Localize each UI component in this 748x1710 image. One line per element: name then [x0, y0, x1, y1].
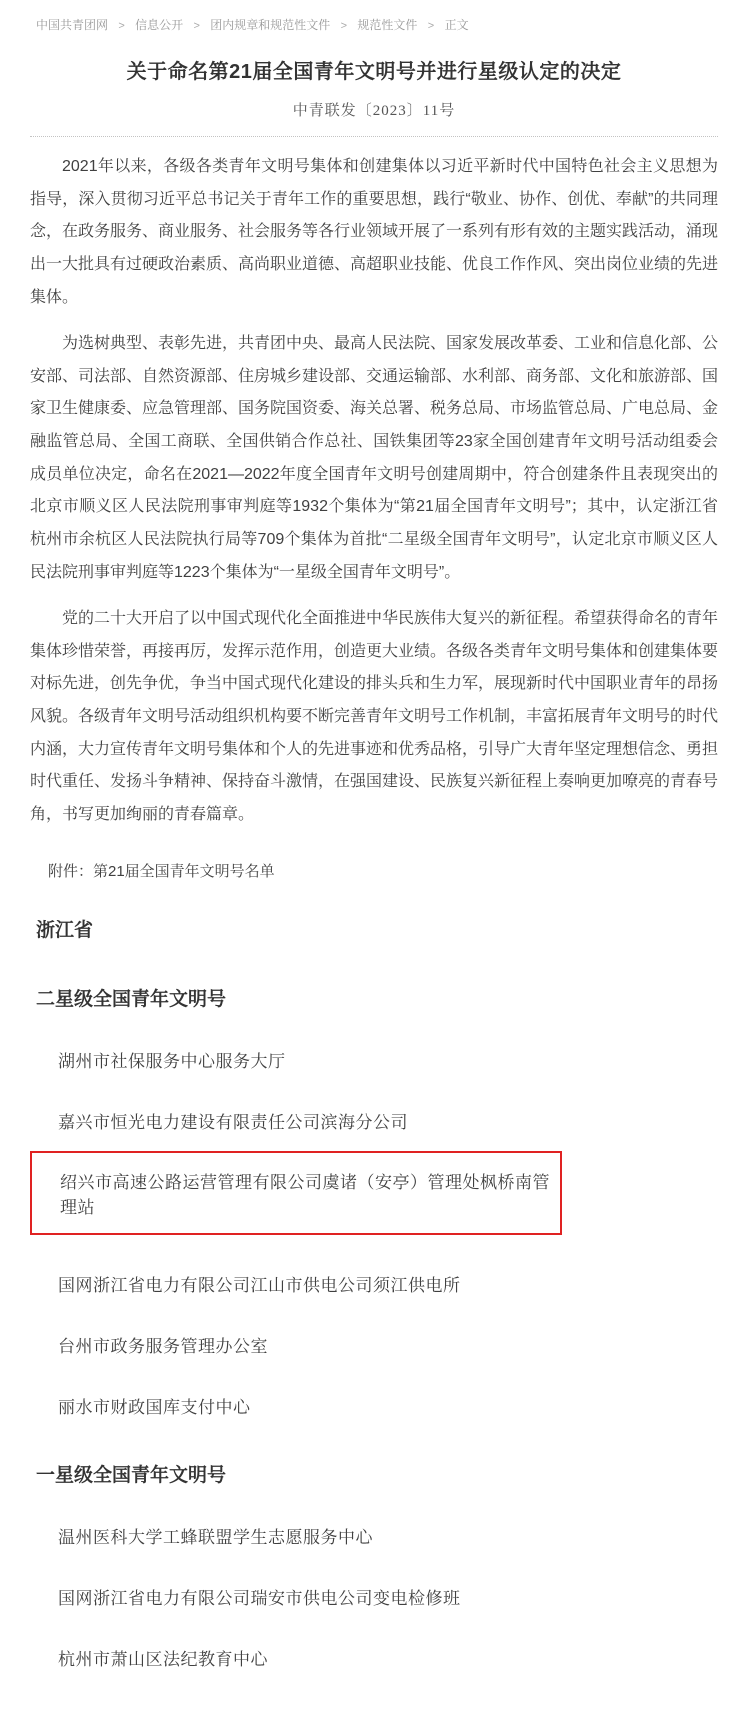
dotted-divider [30, 136, 718, 137]
breadcrumb-separator: > [193, 20, 200, 32]
breadcrumb-current: 正文 [444, 18, 469, 32]
highlight-annotation-box [30, 1151, 562, 1235]
paragraph-3: 党的二十大开启了以中国式现代化全面推进中华民族伟大复兴的新征程。希望获得命名的青年集体珍惜荣誉，再接再厉，发挥示范作用，创造更大业绩。各级各类青年文明号集体和创建集体要对标先进，创先争优，争当中国式现代化建设的排头兵和生力军，展现新时代中国职业青年的昂扬风貌。各级青年文明号活动组织机构要不断完善青年文明号工作机制，丰富拓展青年文明号的时代内涵，大力宣传青年文明号集体和个人的先进事迹和优秀品格，引导广大青年坚定理想信念、勇担时代重任、发扬斗争精神、保持奋斗激情，在强国建设、民族复兴新征程上奏响更加嘹亮的青春号角，书写更加绚丽的青春篇章。 [30, 610, 719, 823]
breadcrumb-link-info-disclosure[interactable]: 信息公开 [135, 18, 184, 32]
breadcrumb [30, 12, 718, 41]
unit-item: 温州医科大学工蜂联盟学生志愿服务中心 [58, 1527, 373, 1547]
breadcrumb-separator: > [340, 20, 348, 32]
unit-item: 台州市政务服务管理办公室 [58, 1336, 268, 1356]
unit-item: 杭州市萧山区法纪教育中心 [58, 1649, 268, 1669]
attachment-line: 附件：第21届全国青年文明号名单 [48, 862, 275, 880]
breadcrumb-separator: > [118, 20, 125, 32]
article-body [30, 151, 718, 1670]
unit-item: 国网浙江省电力有限公司瑞安市供电公司变电检修班 [58, 1588, 461, 1608]
section-heading-one-star: 一星级全国青年文明号 [36, 1464, 227, 1486]
section-heading-two-star: 二星级全国青年文明号 [36, 988, 227, 1010]
unit-item-highlighted: 绍兴市高速公路运营管理有限公司虞诸（安亭）管理处枫桥南管理站 [60, 1172, 550, 1217]
unit-item: 国网浙江省电力有限公司江山市供电公司须江供电所 [58, 1275, 461, 1295]
breadcrumb-separator: > [427, 20, 435, 32]
paragraph-1: 2021年以来，各级各类青年文明号集体和创建集体以习近平新时代中国特色社会主义思想为指导，深入贯彻习近平总书记关于青年工作的重要思想，践行“敬业、协作、创优、奉献”的共同理念，在政务服务、商业服务、社会服务等各行业领域开展了一系列有形有效的主题实践活动，涌现出一大批具有过硬政治素质、高尚职业道德、高超职业技能、优良工作作风、突出岗位业绩的先进集体。 [30, 158, 719, 306]
breadcrumb-link-home[interactable]: 中国共青团网 [36, 18, 109, 32]
paragraph-2: 为选树典型、表彰先进，共青团中央、最高人民法院、国家发展改革委、工业和信息化部、公安部、司法部、自然资源部、住房城乡建设部、交通运输部、水利部、商务部、文化和旅游部、国家卫生健康委、应急管理部、国务院国资委、海关总署、税务总局、市场监管总局、广电总局、金融监管总局、全国工商联、全国供销合作总社、国铁集团等23家全国创建青年文明号活动组委会成员单位决定，命名在2021—2022年度全国青年文明号创建周期中，符合创建条件且表现突出的北京市顺义区人民法院刑事审判庭等1932个集体为“第21届全国青年文明号”；其中，认定浙江省杭州市余杭区人民法院执行局等709个集体为首批“二星级全国青年文明号”，认定北京市顺义区人民法院刑事审判庭等1223个集体为“一星级全国青年文明号”。 [30, 335, 719, 581]
document-number: 中青联发〔2023〕11号 [292, 103, 456, 119]
breadcrumb-link-normative-docs[interactable]: 规范性文件 [357, 18, 418, 32]
unit-item: 嘉兴市恒光电力建设有限责任公司滨海分公司 [58, 1112, 408, 1132]
unit-item: 丽水市财政国库支付中心 [58, 1397, 251, 1417]
unit-item: 湖州市社保服务中心服务大厅 [58, 1051, 286, 1071]
breadcrumb-link-regulations[interactable]: 团内规章和规范性文件 [210, 18, 331, 32]
province-heading: 浙江省 [36, 919, 94, 941]
page-title: 关于命名第21届全国青年文明号并进行星级认定的决定 [126, 61, 622, 83]
